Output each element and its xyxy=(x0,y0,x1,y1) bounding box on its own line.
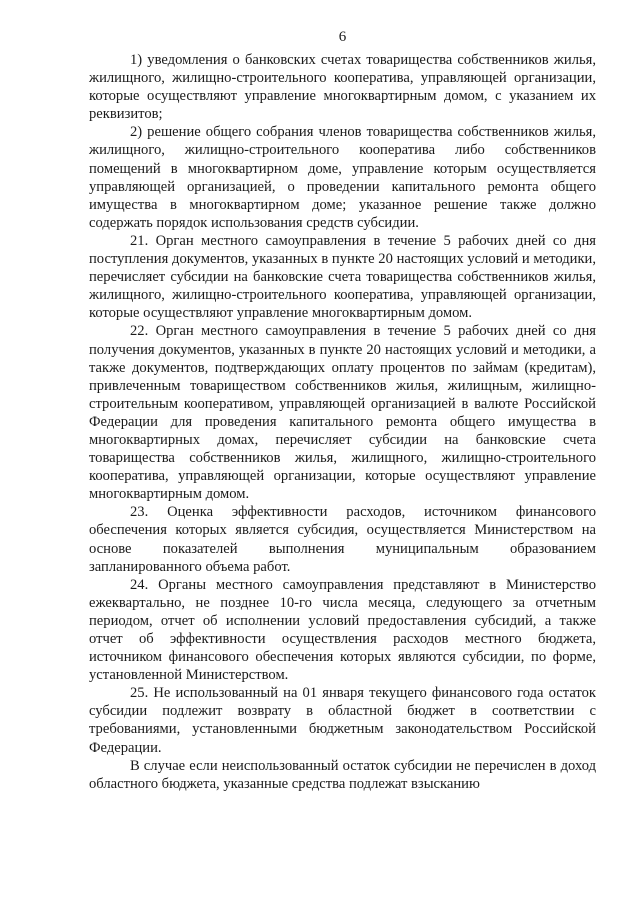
page-number: 6 xyxy=(338,29,347,45)
paragraph-general-meeting-decision: 2) решение общего собрания членов товарищества собственников жилья, жилищного, жилищно-строительного кооператива либо собственников помещений в многоквартирном доме, управление которым осуществляется управляющей организацией, о проведении капитального ремонта общего имущества в многоквартирном доме; указанное решение также должно содержать порядок использования средств субсидии. xyxy=(89,124,596,231)
paragraph-item-22: 22. Орган местного самоуправления в течение 5 рабочих дней со дня получения документов, указанных в пункте 20 настоящих условий и методики, а также документов, подтверждающих оплату процентов по займам (кредитам), привлеченным товариществом собственников жилья, жилищным, жилищно-строительным кооперативом, управляющей организацией в валюте Российской Федерации для проведения капитального ремонта общего имущества в многоквартирных домах, перечисляет субсидии на банковские счета товарищества собственников жилья, жилищного, жилищно-строительного кооператива, управляющей организации, которые осуществляют управление многоквартирным домом. xyxy=(89,323,596,503)
paragraph-item-21: 21. Орган местного самоуправления в течение 5 рабочих дней со дня поступления документов, указанных в пункте 20 настоящих условий и методики, перечисляет субсидии на банковские счета товарищества собственников жилья, жилищного, жилищно-строительного кооператива, управляющей организации, которые осуществляют управление многоквартирным домом. xyxy=(89,232,596,322)
paragraph-unused-balance: В случае если неиспользованный остаток субсидии не перечислен в доход областного бюджета, указанные средства подлежат взысканию xyxy=(89,757,596,792)
paragraph-notification-accounts: 1) уведомления о банковских счетах товарищества собственников жилья, жилищного, жилищно-строительного кооператива, управляющей организации, которые осуществляют управление многоквартирным домом, с указанием их реквизитов; xyxy=(89,52,596,123)
paragraph-item-24: 24. Органы местного самоуправления представляют в Министерство ежеквартально, не позднее 10-го числа месяца, следующего за отчетным периодом, отчет об исполнении условий предоставления субсидий, а также отчет об эффективности осуществления расходов местного бюджета, источником финансового обеспечения которых являются субсидии, по форме, установленной Министерством. xyxy=(89,576,596,684)
paragraph-item-23: 23. Оценка эффективности расходов, источником финансового обеспечения которых является субсидия, осуществляется Министерством на основе показателей выполнения муниципальным образованием запланированного объема работ. xyxy=(89,504,596,575)
paragraph-item-25: 25. Не использованный на 01 января текущего финансового года остаток субсидии подлежит возврату в областной бюджет в соответствии с требованиями, установленными бюджетным законодательством Российской Федерации. xyxy=(89,685,596,756)
